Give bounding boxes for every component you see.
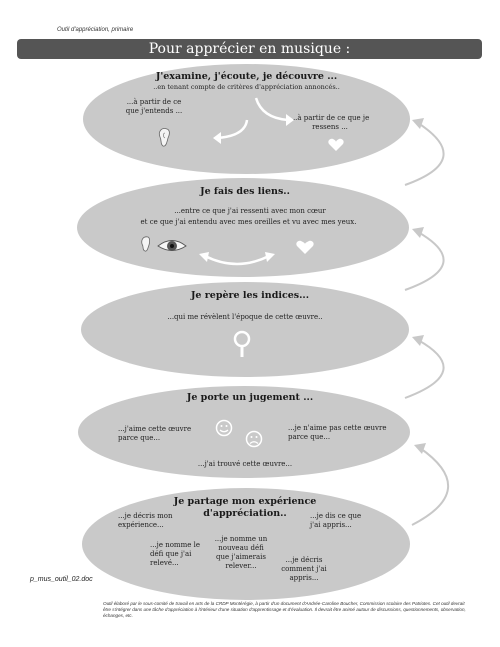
curved-arrow-icon — [405, 232, 444, 290]
curved-arrow-icon — [405, 123, 444, 185]
document-header-label: Outil d'appréciation, primaire — [57, 27, 134, 33]
step-5-right-top-text: ...je dis ce que j'ai appris... — [310, 512, 362, 529]
heart-icon — [296, 240, 314, 255]
ear-icon — [157, 126, 171, 148]
step-5-left-top-text: ...je décris mon expérience... — [118, 512, 173, 529]
step-3-line-1: ...qui me révèlent l'époque de cette œuvre.. — [167, 313, 323, 321]
step-1-right-text: ...à partir de ce que je ressens ... — [290, 114, 370, 131]
curved-arrow-icon — [252, 94, 302, 134]
step-4-right-text: ...je n'aime pas cette œuvre parce que... — [288, 424, 387, 441]
step-1-heading: J'examine, j'écoute, je découvre ... — [155, 71, 338, 82]
smiley-sad-icon — [245, 430, 263, 448]
step-5-center-mid-text: ...je nomme un nouveau défi que j'aimerais relever... — [214, 535, 268, 570]
step-5-heading-line-1: Je partage mon expérience — [173, 496, 317, 507]
curved-arrow-icon — [405, 340, 444, 398]
double-arrow-icon — [197, 250, 277, 272]
heart-icon — [328, 138, 344, 152]
step-5-right-mid-text: ...je décris comment j'ai appris... — [281, 556, 327, 582]
step-1-left-text: ...à partir de ce que j'entends ... — [125, 98, 183, 115]
curved-arrow-icon — [412, 448, 448, 525]
magnifier-icon — [232, 330, 252, 358]
step-4-heading: Je porte un jugement ... — [186, 392, 314, 403]
step-2-heading: Je fais des liens.. — [200, 186, 290, 197]
step-3-heading: Je repère les indices... — [190, 290, 310, 301]
page-title: Pour apprécier en musique : — [17, 39, 482, 59]
step-2-line-2: et ce que j'ai entendu avec mes oreilles et vu avec mes yeux. — [140, 218, 357, 226]
eye-icon — [157, 237, 187, 255]
credit-note: Outil élaboré par le sous-comité de travail en arts de la CRDP Montérégie, à partir d'un document d'Andrée-Caroline Boucher, Commission scolaire des Patriotes. Cet outil devrait être s'intégrer dans une tâche d'appréciation à l'intérieur d'une situation d'apprentissage et d'évaluation. Il devrait être animé autour de discussions, questionnements, observation, échanges, etc. — [103, 601, 466, 618]
step-4-left-text: ...j'aime cette œuvre parce que... — [118, 425, 192, 442]
smiley-happy-icon — [215, 419, 233, 437]
step-2-line-1: ...entre ce que j'ai ressenti avec mon cœur — [174, 207, 326, 215]
file-name: p_mus_outil_02.doc — [30, 576, 93, 583]
step-5-heading-line-2: d'appréciation.. — [203, 508, 287, 519]
step-4-bottom-text: ...j'ai trouvé cette œuvre... — [197, 460, 293, 468]
ear-icon — [140, 235, 152, 253]
step-5-left-mid-text: ...je nomme le défi que j'ai relevé... — [150, 541, 200, 567]
step-1-subtitle: ..en tenant compte de critères d'appréciation annoncés.. — [153, 83, 340, 91]
